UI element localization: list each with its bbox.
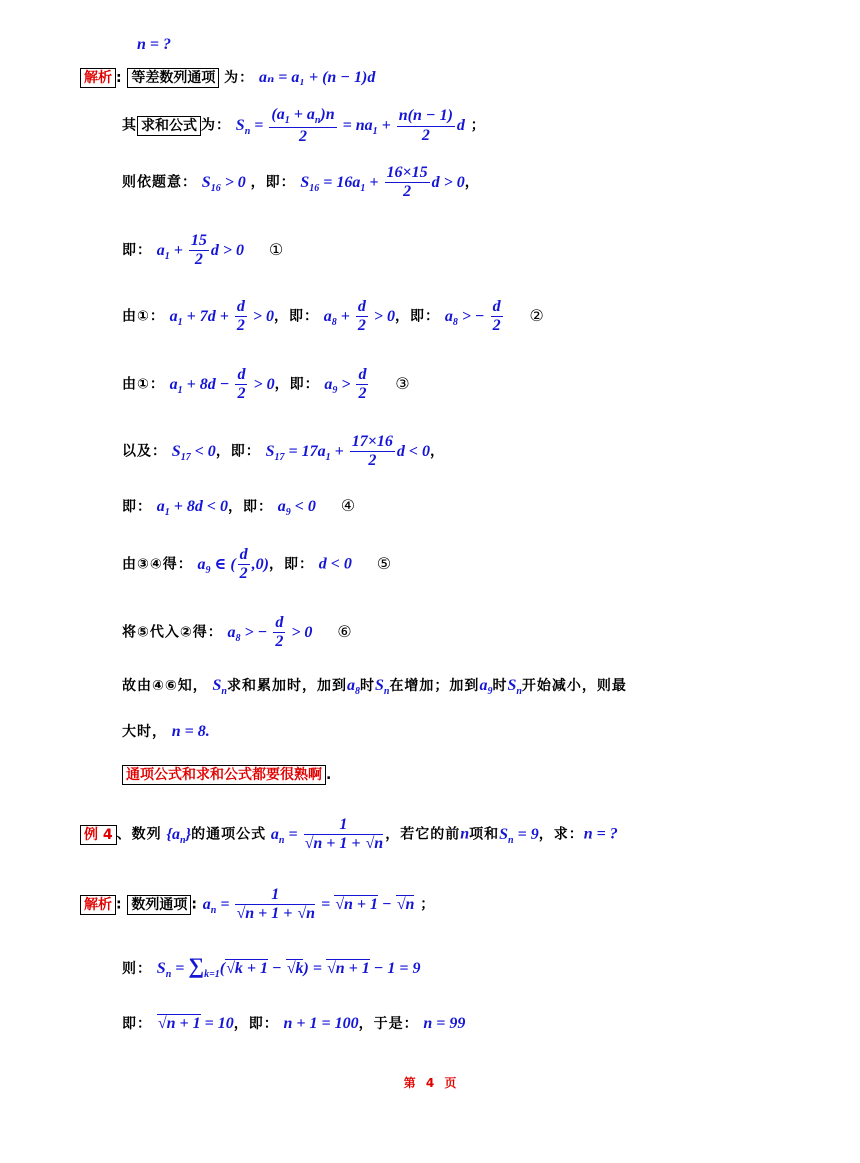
step-5-line: 即： $a_1 + 8d < 0$，即： $a_9 < 0$ ④	[122, 496, 356, 519]
sum-line: 则： $S_n = \sum_{k=1}(√k + 1 - √k) = √n + 1 - 1 = 9$	[122, 953, 421, 981]
conclusion-line: 故由④⑥知， $S_n$求和累加时，加到$a_8$时$S_n$在增加；加到$a_9$时$S_n$开始减小，则最	[122, 677, 627, 698]
circled-2: ②	[529, 305, 544, 325]
example-4-line: 例 4 、数列 $\{a_n\}$的通项公式 $a_n$ = $\frac{1}{√n + 1 + √n}$ ，若它的前n项和$S_n = 9$，求：n = ?	[80, 816, 618, 854]
analysis-tag-2: 解析	[80, 895, 116, 915]
page-footer: 第 4 页	[403, 1076, 457, 1090]
circled-3: ③	[395, 373, 410, 393]
question-math: n = ?	[137, 36, 172, 53]
sum-formula-line: 其 求和公式 为： $S_n$ = $\frac{(a_1 + a_n)n}{2}$ = $na_1$ + $\frac{n(n - 1)}{2}$ d ；	[122, 106, 486, 145]
step-4-line: 以及： $S_{17} < 0$，即： $S_{17} = 17a_1$ + $\frac{17\times 16}{2}$ d < 0，	[122, 433, 445, 470]
final-line: 即： √n + 1 = 10，即： n + 1 = 100，于是： n = 99	[122, 1015, 466, 1032]
circled-5: ⑤	[376, 553, 392, 573]
step-1-line: 即： $a_1$ + $\frac{15}{2}$ d > 0 ①	[122, 232, 284, 269]
sum-formula-box: 求和公式	[137, 116, 201, 136]
analysis-2-line: 解析 : 数列通项 : $a_n$ = $\frac{1}{√n + 1 + √n}$ = √n + 1 − √n ；	[80, 886, 435, 924]
analysis-tag: 解析	[80, 68, 116, 88]
analysis-line-1: 解析 : 等差数列通项 为： aₙ = a₁ + (n − 1)d	[80, 68, 375, 88]
sum-formula-math: $S_n$ = $\frac{(a_1 + a_n)n}{2}$ = $na_1$ + $\frac{n(n - 1)}{2}$ d	[235, 106, 465, 145]
circled-1: ①	[268, 239, 284, 259]
note-box: 通项公式和求和公式都要很熟啊	[122, 765, 326, 785]
circled-6: ⑥	[337, 621, 352, 641]
term-formula-box: 等差数列通项	[127, 68, 219, 88]
term-formula-math: aₙ = a₁ + (n − 1)d	[258, 69, 376, 86]
sequence-term-box: 数列通项	[127, 895, 191, 915]
example-tag: 例 4	[80, 825, 117, 845]
step-7-line: 将⑤代入②得： $a_8$ > − $\frac{d}{2}$ > 0 ⑥	[122, 614, 352, 651]
step-3-line: 由①： $a_1 + 8d$ − $\frac{d}{2}$ > 0，即： $a_9$ > $\frac{d}{2}$ ③	[122, 366, 410, 403]
question-tail	[137, 37, 171, 53]
condition-line: 则依题意： $S_{16} > 0$ ，即： $S_{16} = 16a_1$ + $\frac{16\times 15}{2}$ d > 0，	[122, 164, 480, 201]
conclusion-line-2: 大时， n = 8.	[122, 723, 210, 740]
circled-4: ④	[340, 496, 356, 515]
note-line: 通项公式和求和公式都要很熟啊 .	[122, 765, 332, 785]
step-2-line: 由①： $a_1 + 7d$ + $\frac{d}{2}$ > 0，即： $a_8$ + $\frac{d}{2}$ > 0，即： $a_8$ > − $\frac{d}{2}$ ②	[122, 298, 544, 335]
step-6-line: 由③④得： $a_9$ ∈ ( $\frac{d}{2}$ ,0)，即： d < 0 ⑤	[122, 546, 392, 583]
